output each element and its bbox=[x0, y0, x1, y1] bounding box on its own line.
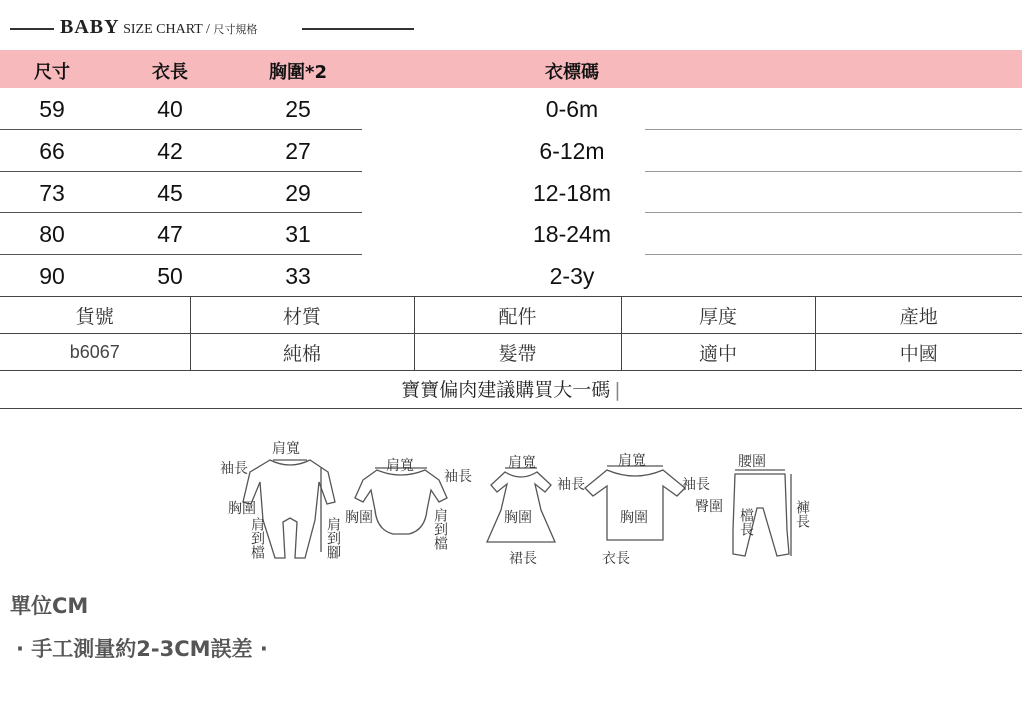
row-divider bbox=[0, 129, 362, 130]
info-header-cell: 配件 bbox=[414, 297, 621, 334]
cell: 73 bbox=[39, 180, 65, 206]
info-header-row bbox=[0, 297, 1022, 334]
diagram-label-chest: 胸圍 bbox=[228, 501, 256, 517]
col-header-length: 衣長 bbox=[152, 62, 188, 83]
cell: 27 bbox=[285, 138, 311, 164]
row-divider-right bbox=[645, 212, 1022, 213]
cell: 12-18m bbox=[533, 180, 611, 206]
cell: 0-6m bbox=[545, 96, 599, 122]
cell: 45 bbox=[157, 180, 183, 206]
diagram-label-skirt-length: 裙長 bbox=[509, 551, 537, 567]
row-divider bbox=[0, 171, 362, 172]
size-advice-text: 寶寶偏肉建議購買大一碼 bbox=[401, 379, 611, 401]
cell: 90 bbox=[39, 263, 65, 289]
diagram-label-waist: 腰圍 bbox=[738, 454, 766, 470]
info-header-cell: 貨號 bbox=[0, 297, 190, 334]
diagram-label-shoulder-to-foot: 肩到腳 bbox=[325, 517, 341, 559]
brand: BABY bbox=[60, 16, 120, 38]
col-header-chest: 胸圍*2 bbox=[269, 62, 327, 83]
diagram-label-sleeve: 袖長 bbox=[444, 469, 472, 485]
diagram-label-sleeve: 袖長 bbox=[557, 477, 585, 493]
diagram-label-hip: 臀圍 bbox=[695, 499, 723, 515]
header-rule-left bbox=[10, 28, 54, 30]
info-value-cell: 純棉 bbox=[190, 334, 414, 371]
cell: 59 bbox=[39, 96, 65, 122]
cell: 47 bbox=[157, 221, 183, 247]
row-divider-right bbox=[645, 129, 1022, 130]
diagram-label-pants-length: 褲長 bbox=[794, 500, 810, 528]
diagram-label-chest: 胸圍 bbox=[504, 510, 532, 526]
product-info-table bbox=[0, 296, 1022, 371]
cell: 25 bbox=[285, 96, 311, 122]
top-icon bbox=[585, 470, 685, 540]
cell: 33 bbox=[285, 263, 311, 289]
title: SIZE CHART bbox=[123, 22, 203, 37]
info-header-cell: 產地 bbox=[815, 297, 1022, 334]
diagram-label-crotch-length: 檔長 bbox=[738, 508, 754, 536]
cell: 42 bbox=[157, 138, 183, 164]
cell: 2-3y bbox=[549, 263, 595, 289]
cell: 6-12m bbox=[539, 138, 605, 164]
info-value-cell: 髮帶 bbox=[414, 334, 621, 371]
cell: 31 bbox=[285, 221, 311, 247]
separator: / bbox=[205, 22, 210, 37]
cell: 29 bbox=[285, 180, 311, 206]
header-title bbox=[60, 16, 257, 39]
info-value-cell: 適中 bbox=[621, 334, 815, 371]
row-divider bbox=[0, 212, 362, 213]
cell: 18-24m bbox=[533, 221, 611, 247]
subtitle: 尺寸規格 bbox=[213, 23, 258, 36]
diagram-label-sleeve: 袖長 bbox=[220, 461, 248, 477]
info-header-cell: 材質 bbox=[190, 297, 414, 334]
cell: 50 bbox=[157, 263, 183, 289]
col-header-label: 衣標碼 bbox=[545, 62, 599, 83]
row-divider-right bbox=[645, 254, 1022, 255]
diagram-label-shoulder-to-crotch: 肩到檔 bbox=[249, 517, 265, 559]
diagram-label-chest: 胸圍 bbox=[620, 510, 648, 526]
info-value-cell: 中國 bbox=[815, 334, 1022, 371]
info-value-row bbox=[0, 334, 1022, 371]
measurement-error-note: · 手工測量約2-3CM誤差 · bbox=[16, 637, 268, 661]
cell: 80 bbox=[39, 221, 65, 247]
cell: 66 bbox=[39, 138, 65, 164]
header-rule-right bbox=[302, 28, 414, 30]
size-advice-note: 寶寶偏肉建議購買大一碼 | bbox=[0, 372, 1022, 409]
diagram-label-sleeve: 袖長 bbox=[682, 477, 710, 493]
info-value-cell: b6067 bbox=[0, 334, 190, 371]
diagram-label-shoulder: 肩寬 bbox=[618, 453, 646, 469]
diagram-label-shoulder: 肩寬 bbox=[272, 441, 300, 457]
diagram-label-chest: 胸圍 bbox=[345, 510, 373, 526]
col-header-size: 尺寸 bbox=[34, 62, 70, 83]
row-divider-right bbox=[645, 171, 1022, 172]
unit-label: 單位CM bbox=[10, 594, 89, 618]
cell: 40 bbox=[157, 96, 183, 122]
diagram-label-shoulder: 肩寬 bbox=[508, 455, 536, 471]
info-header-cell: 厚度 bbox=[621, 297, 815, 334]
row-divider bbox=[0, 254, 362, 255]
diagram-label-shoulder: 肩寬 bbox=[386, 458, 414, 474]
diagram-label-shoulder-to-crotch: 肩到檔 bbox=[432, 508, 448, 550]
diagram-label-garment-length: 衣長 bbox=[602, 551, 630, 567]
